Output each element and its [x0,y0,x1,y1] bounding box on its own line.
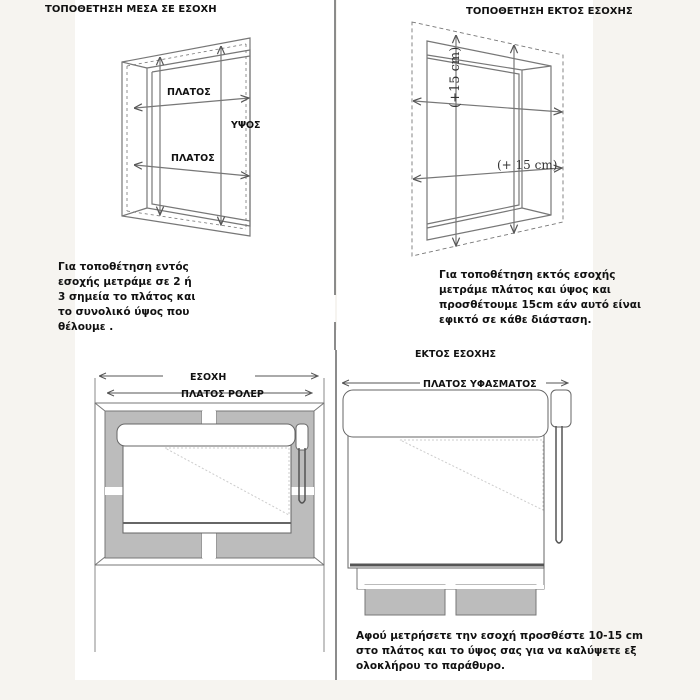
fabric-width-label: ΠΛΑΤΟΣ ΥΦΑΣΜΑΤΟΣ [423,379,537,390]
height-extra-label: (+15 cm) [448,46,463,108]
recess-label: ΕΣΟΧΗ [190,372,227,383]
width-label-bottom: ΠΛΑΤΟΣ [171,153,215,164]
note-line: εφικτό σε κάθε διάσταση. [439,314,592,326]
width-extra-label: (+ 15 cm) [497,158,558,172]
inside-recess-title: ΤΟΠΟΘΕΤΗΣΗ ΜΕΣΑ ΣΕ ΕΣΟΧΗ [45,4,217,15]
note-line: Αφού μετρήσετε την εσοχή προσθέστε 10-15 cm [356,630,643,642]
note-line: το συνολικό ύψος που [58,306,190,318]
note-line: προσθέτουμε 15cm εάν αυτό είναι [439,299,642,311]
note-line: ολοκλήρου το παράθυρο. [356,660,505,672]
outside-recess-title: ΤΟΠΟΘΕΤΗΣΗ ΕΚΤΟΣ ΕΣΟΧΗΣ [466,6,633,17]
note-line: θέλουμε . [58,321,114,333]
inside-recess-note [58,260,195,335]
roller-outside-drawing [343,383,571,615]
note-line: 3 σημεία το πλάτος και [58,291,196,303]
note-line: Για τοποθέτηση εντός [58,261,189,273]
outside-recess-note [439,268,641,328]
roller-outside-note [356,629,643,674]
note-line: στο πλάτος και το ύψος σας για να καλύψετε εξ [356,645,637,657]
roller-inside-drawing [95,376,324,652]
note-line: Για τοποθέτηση εκτός εσοχής [439,269,616,281]
height-label: ΥΨΟΣ [231,120,261,131]
roller-width-label: ΠΛΑΤΟΣ ΡΟΛΕΡ [181,389,264,400]
outside-recess-roller-title: ΕΚΤΟΣ ΕΣΟΧΗΣ [415,349,497,360]
note-line: εσοχής μετράμε σε 2 ή [58,276,192,288]
note-line: μετράμε πλάτος και ύψος και [439,284,611,296]
outside-recess-window-drawing [412,22,563,256]
inside-recess-window-drawing [122,38,250,236]
width-label-top: ΠΛΑΤΟΣ [167,87,211,98]
